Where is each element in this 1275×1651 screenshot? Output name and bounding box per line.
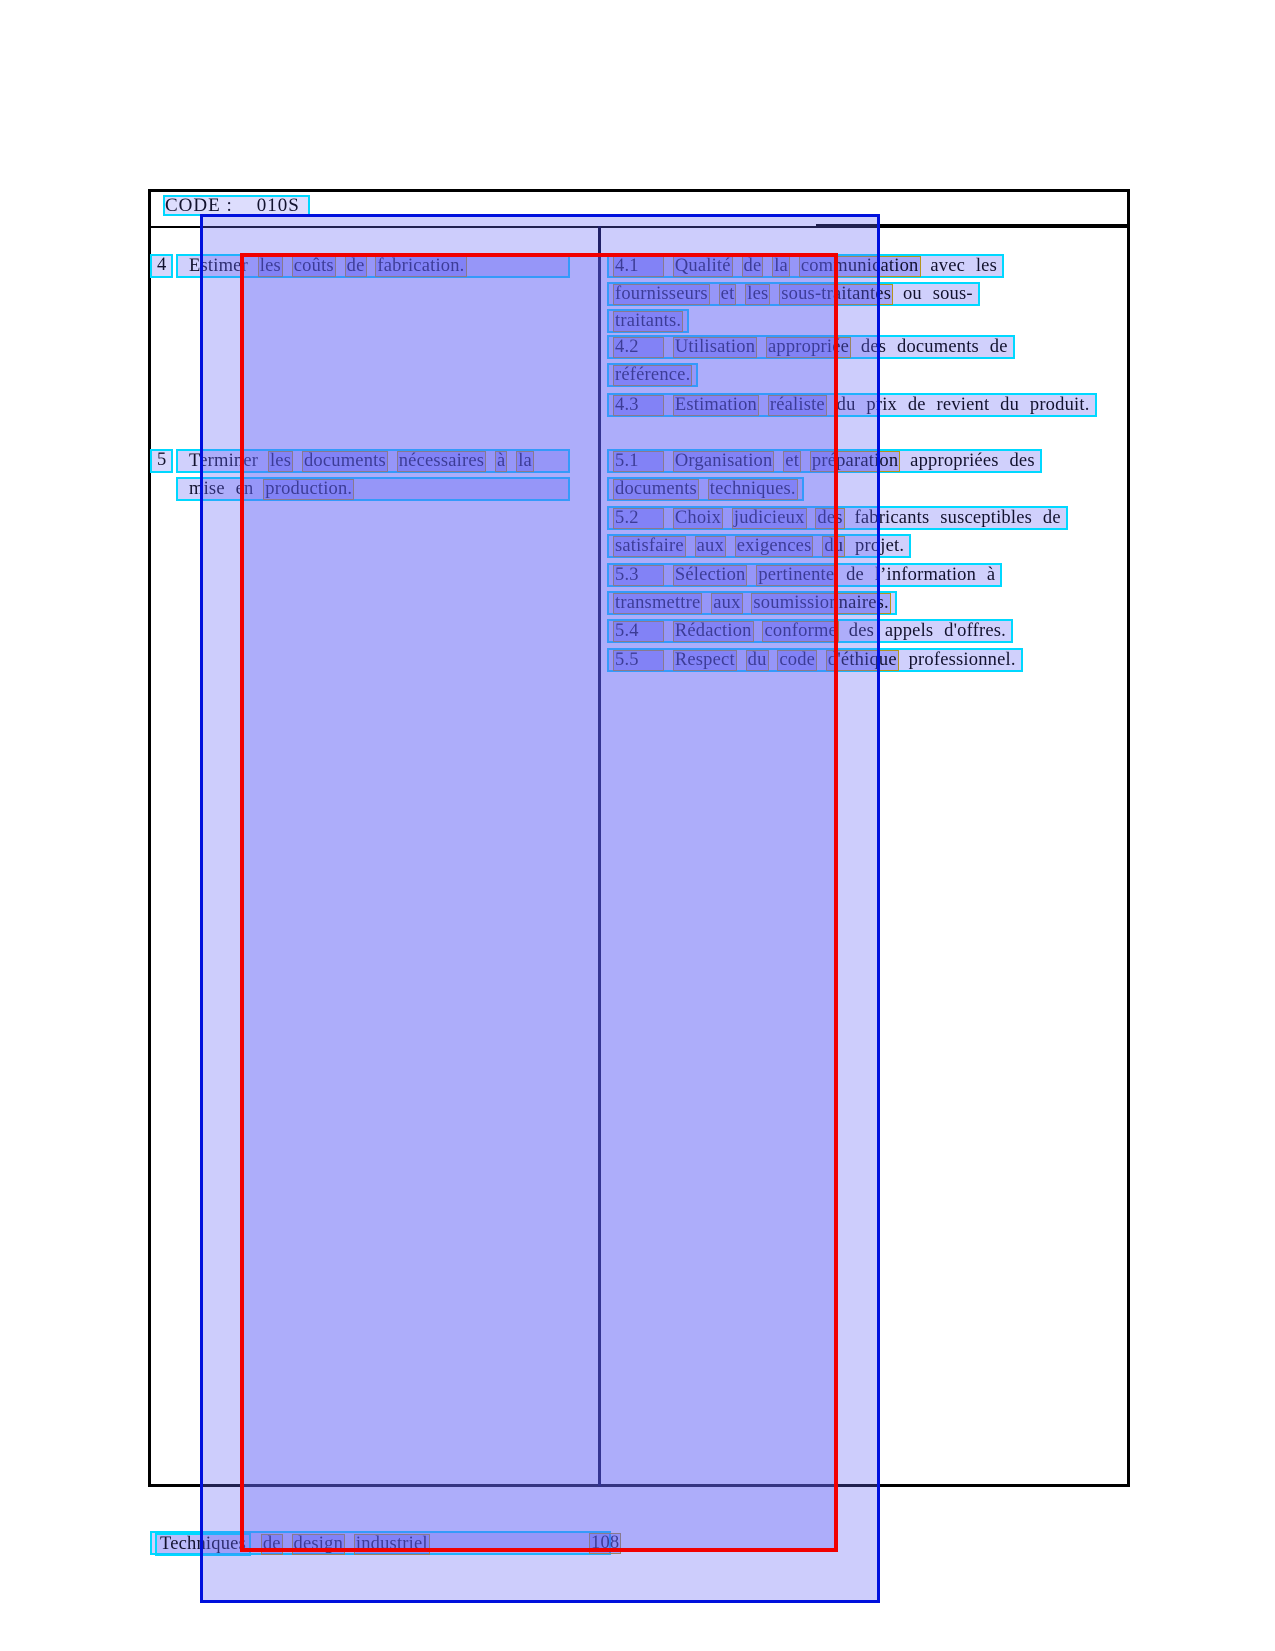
ocr-word-highlight: judicieux (733, 508, 805, 528)
annotation-box-blue (200, 214, 880, 1603)
ocr-line-highlight (607, 506, 1068, 530)
code-value: 010S (256, 195, 300, 216)
ocr-word-highlight: réaliste (769, 395, 825, 415)
ocr-word-highlight: des (817, 508, 843, 528)
ocr-word-highlight: design (293, 1534, 344, 1554)
ocr-line-highlight (607, 254, 1004, 278)
table-row-divider-thick (816, 224, 1129, 228)
ocr-word-highlight: professionnel. (908, 650, 1016, 670)
ocr-word-highlight: des (1009, 451, 1035, 471)
item-number: 4 (150, 254, 173, 278)
ocr-word-highlight: transmettre (615, 592, 701, 613)
ocr-word-highlight: conforme (764, 621, 837, 641)
ocr-word-highlight: documents (897, 337, 979, 357)
ocr-word-highlight: à (496, 451, 506, 471)
ocr-word-highlight: satisfaire (615, 535, 684, 556)
ocr-line-highlight (607, 619, 1013, 643)
ocr-word-highlight: documents (615, 478, 697, 499)
ocr-line-highlight (607, 335, 1015, 359)
ocr-word-highlight: Utilisation (674, 337, 756, 357)
ocr-line-highlight (607, 534, 911, 558)
ocr-word-highlight: appropriée (767, 337, 850, 357)
ocr-word-highlight: les (259, 256, 281, 276)
ocr-word-highlight: d'offres. (944, 621, 1006, 641)
table-border-top (148, 189, 1129, 192)
ocr-word-highlight: préparation (811, 451, 899, 471)
ocr-word-highlight: du (824, 535, 844, 556)
item-number: 5.3 (613, 565, 664, 586)
ocr-word-highlight: fabrication. (377, 256, 465, 276)
table-border-right (1127, 189, 1130, 1487)
ocr-word-highlight: les (747, 283, 769, 304)
ocr-word-highlight: Estimation (674, 395, 757, 415)
ocr-word-highlight: de (1042, 508, 1061, 528)
ocr-word-highlight: coûts (293, 256, 334, 276)
ocr-word-highlight: et (720, 283, 735, 304)
ocr-word-highlight: et (785, 451, 800, 471)
ocr-word-highlight: en (235, 478, 254, 499)
ocr-word-highlight: exigences (736, 535, 812, 556)
ocr-word-highlight: susceptibles (940, 508, 1033, 528)
ocr-word-highlight: appropriées (910, 451, 999, 471)
ocr-word-highlight: Respect (674, 650, 735, 670)
ocr-word-highlight: de (346, 256, 365, 276)
ocr-line-highlight (607, 363, 698, 387)
ocr-word-highlight: d'éthique (827, 650, 897, 670)
page-number: 108 (591, 1533, 620, 1553)
ocr-word-highlight: Choix (674, 508, 722, 528)
ocr-word-highlight: pertinente (758, 565, 835, 585)
ocr-word-highlight: sous- (932, 283, 973, 304)
ocr-word-highlight: produit. (1029, 395, 1090, 415)
annotation-box-red (240, 253, 838, 1552)
ocr-word-highlight: Rédaction (674, 621, 752, 641)
ocr-word-highlight: nécessaires (398, 451, 485, 471)
ocr-word-highlight: soumissionnaires. (753, 592, 889, 613)
ocr-word-highlight: la (518, 451, 532, 471)
ocr-word-highlight: aux (713, 592, 741, 613)
ocr-word-highlight: à (986, 565, 996, 585)
ocr-word-highlight: aux (696, 535, 724, 556)
ocr-word-highlight: sous-traitantes (781, 283, 892, 304)
table-border-left (148, 189, 151, 1487)
code-row (163, 195, 310, 216)
ocr-word-highlight: techniques. (709, 478, 796, 499)
ocr-word-highlight: projet. (855, 535, 905, 556)
item-number: 4.1 (613, 256, 664, 277)
ocr-line-highlight (607, 393, 1097, 417)
ocr-word-highlight: les (269, 451, 292, 471)
ocr-word-highlight: de (743, 256, 762, 276)
ocr-word-highlight: de (262, 1534, 281, 1554)
ocr-line-highlight (607, 648, 1023, 672)
ocr-line-highlight (607, 563, 1002, 587)
table-border-bottom (148, 1484, 1129, 1487)
ocr-line-highlight (607, 477, 804, 501)
ocr-word-highlight: documents (303, 451, 386, 471)
item-number: 5 (150, 449, 173, 473)
ocr-word-highlight: code (779, 650, 816, 670)
ocr-word-highlight: avec (930, 256, 966, 276)
ocr-word-highlight: Sélection (674, 565, 746, 585)
ocr-word-highlight: Terminer (189, 451, 259, 471)
ocr-line-highlight (607, 591, 897, 615)
item-number: 5.5 (613, 650, 664, 671)
ocr-word-highlight: du (1000, 395, 1020, 415)
ocr-word-highlight: des (860, 337, 887, 357)
ocr-line-highlight (607, 282, 980, 306)
item-number: 5.4 (613, 621, 664, 642)
ocr-word-highlight: référence. (615, 364, 691, 385)
ocr-word-highlight: des (848, 621, 875, 641)
ocr-word-highlight: du (747, 650, 767, 670)
ocr-line-highlight (607, 449, 1042, 473)
ocr-word-highlight: du (836, 395, 856, 415)
ocr-word-highlight: l’information (874, 565, 977, 585)
ocr-word-highlight: revient (936, 395, 990, 415)
table-column-divider (598, 226, 601, 1486)
ocr-word-highlight: Estimer (189, 256, 248, 276)
ocr-word-highlight: de (989, 337, 1008, 357)
ocr-word-highlight: Qualité (674, 256, 731, 276)
ocr-word-highlight: traitants. (615, 311, 682, 331)
footer-line (150, 1531, 620, 1555)
ocr-line-highlight (176, 449, 570, 473)
ocr-word-highlight: fournisseurs (615, 283, 708, 304)
ocr-word-highlight: industriel (355, 1534, 428, 1554)
item-number: 5.1 (613, 451, 664, 472)
ocr-word-highlight: communication (800, 256, 919, 276)
ocr-word-highlight: prix (866, 395, 898, 415)
item-number: 5.2 (613, 508, 664, 529)
ocr-word-highlight: appels (884, 621, 934, 641)
ocr-line-highlight (176, 477, 570, 501)
ocr-word-highlight: la (774, 256, 788, 276)
ocr-word-highlight: de (846, 565, 864, 585)
ocr-word-highlight: Techniques (155, 1533, 251, 1556)
ocr-word-highlight: ou (902, 283, 922, 304)
ocr-line-highlight (607, 309, 689, 333)
ocr-word-highlight: fabricants (854, 508, 930, 528)
ocr-word-highlight: mise (189, 478, 225, 499)
code-label: CODE : (165, 195, 233, 216)
item-number: 4.2 (613, 337, 664, 358)
ocr-line-highlight (176, 254, 570, 278)
ocr-word-highlight: les (975, 256, 997, 276)
ocr-word-highlight: Organisation (674, 451, 773, 471)
ocr-word-highlight: production. (265, 478, 353, 499)
item-number: 4.3 (613, 395, 664, 416)
ocr-word-highlight: de (907, 395, 926, 415)
